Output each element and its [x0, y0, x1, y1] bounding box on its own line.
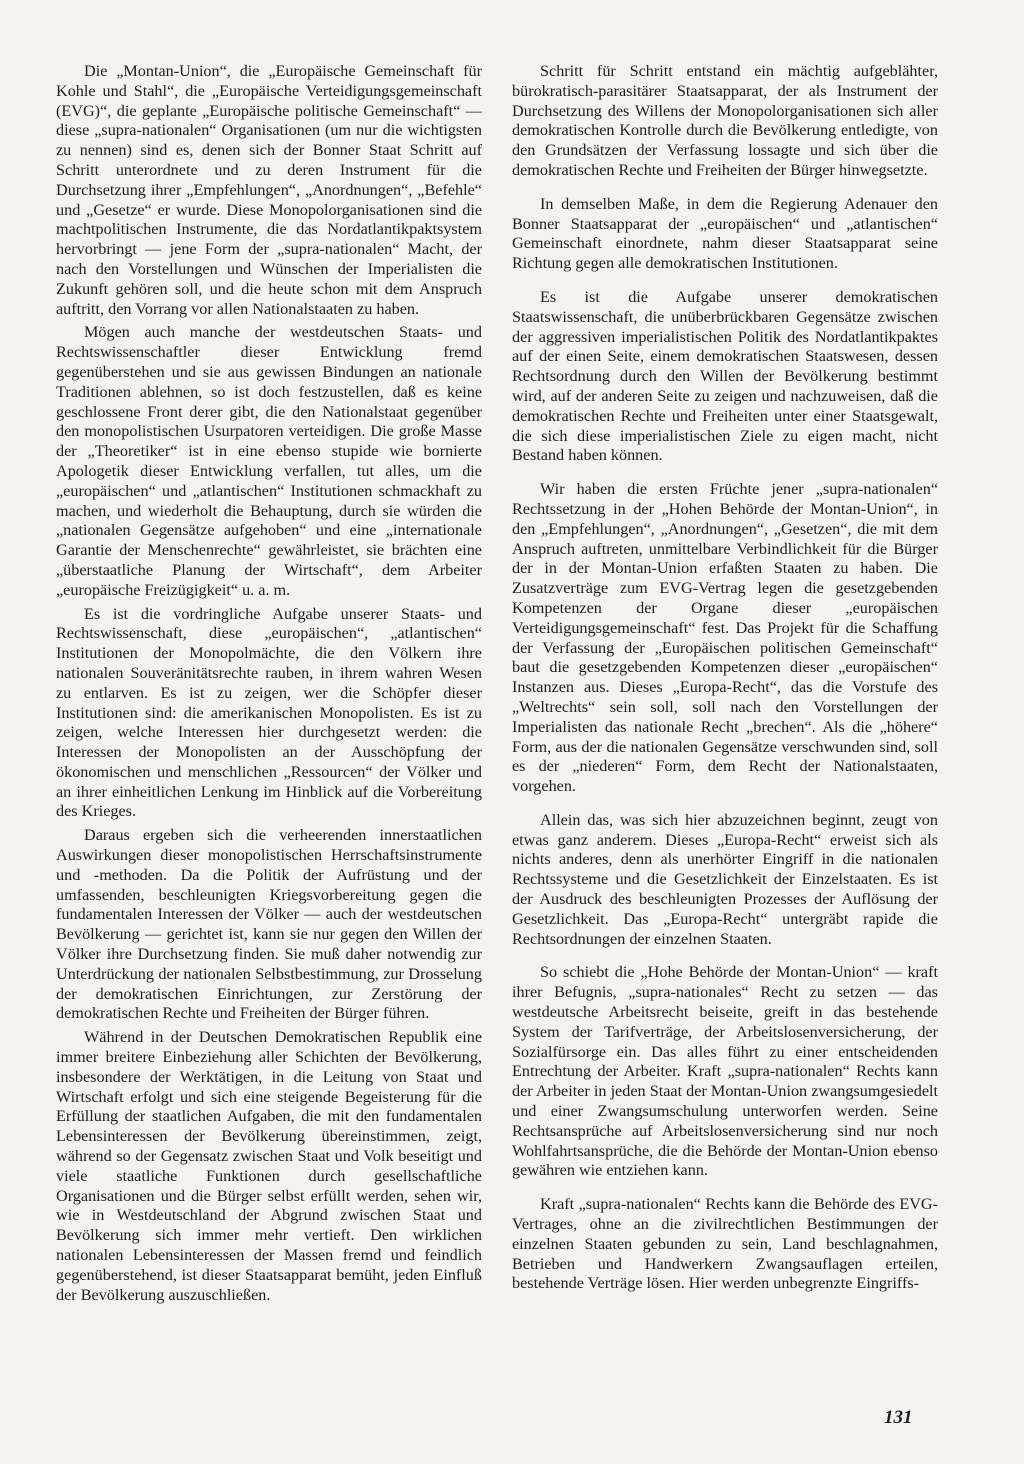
- paragraph: Während in der Deutschen Demokratischen Republik eine immer breitere Einbeziehung aller Schichten der Bevölkerung, insbesondere der Werktätigen, in die Leitung von Staat und Wirtschaft erfolgt und sich eine steigende Begeisterung für die Erfüllung der staatlichen Aufgaben, die mit den fundamentalen Lebensinteressen der Bevölkerung übereinstimmen, zeigt, während so der Gegensatz zwischen Staat und Volk beseitigt und viele staatliche Funktionen durch gesellschaftliche Organisationen und die Bürger selbst erfüllt werden, sehen wir, wie in Westdeutschland der Abgrund zwischen Staat und Bevölkerung sich immer mehr vertieft. Den wirklichen nationalen Lebensinteressen der Massen fremd und feindlich gegenüberstehend, ist dieser Staatsapparat bemüht, jeden Einfluß der Bevölkerung auszuschließen.: [56, 1028, 482, 1304]
- paragraph: Schritt für Schritt entstand ein mächtig aufgeblähter, bürokratisch-parasitärer Staatsapparat, der als Instrument der Durchsetzung des Willens der Monopolorganisationen sich aller demokratischen Kontrolle durch die Bevölkerung entledigte, von den Grundsätzen der Verfassung lossagte und sich über die demokratischen Rechte und Freiheiten der Bürger hinwegsetzte.: [512, 62, 938, 179]
- paragraph: Kraft „supra-nationalen“ Rechts kann die Behörde des EVG-Vertrages, ohne an die zivilrechtlichen Bestimmungen der einzelnen Staaten gebunden zu sein, Land beschlagnahmen, Betrieben und Handwerkern Zwangsauflagen erteilen, bestehende Verträge lösen. Hier werden unbegrenzte Eingriffs-: [512, 1195, 938, 1293]
- paragraph: Allein das, was sich hier abzuzeichnen beginnt, zeugt von etwas ganz anderem. Dieses „Europa-Recht“ erweist sich als nichts anderes, denn als unerhörter Eingriff in die nationalen Rechtssysteme und die Gesetzlichkeit der Einzelstaaten. Es ist der Ausdruck des beschleunigten Prozesses der Auflösung der Gesetzlichkeit. Das „Europa-Recht“ untergräbt rapide die Rechtsordnungen der einzelnen Staaten.: [512, 810, 938, 948]
- page-number: 131: [884, 1407, 913, 1428]
- paragraph: Mögen auch manche der westdeutschen Staats- und Rechtswissenschaftler dieser Entwicklung fremd gegenüberstehen und sie aus gewissen Bindungen an nationale Traditionen ablehnen, so ist doch festzustellen, daß es keine geschlossene Front derer gibt, die den Nationalstaat gegenüber den monopolistischen Usurpatoren verteidigen. Die große Masse der „Theoretiker“ ist in eine ebenso stupide wie bornierte Apologetik dieser Entwicklung verfallen, tut alles, um die „europäischen“ und „atlantischen“ Institutionen schmackhaft zu machen, und wiederholt die Behauptung, durch sie würden die „nationalen Gegensätze aufgehoben“ und eine „internationale Garantie der Menschenrechte“ gewährleistet, sie brächten eine „überstaatliche Planung der Wirtschaft“, dem Arbeiter „europäische Freizügigkeit“ u. a. m.: [56, 323, 482, 599]
- paragraph: Es ist die Aufgabe unserer demokratischen Staatswissenschaft, die unüberbrückbaren Gegensätze zwischen der aggressiven imperialistischen Politik des Nordatlantikpaktes auf der einen Seite, einem demokratischen Staatswesen, dessen Rechtsordnung durch den Willen der Bevölkerung bestimmt wird, auf der anderen Seite zu zeigen und nachzuweisen, daß die demokratischen Rechte und Freiheiten unter einer Staatsgewalt, die sich diese imperialistischen Ziele zu eigen macht, nicht Bestand haben können.: [512, 287, 938, 465]
- paragraph: Daraus ergeben sich die verheerenden innerstaatlichen Auswirkungen dieser monopolistischen Herrschaftsinstrumente und -methoden. Da die Politik der Aufrüstung und der umfassenden, beschleunigten Kriegsvorbereitung gegen die fundamentalen Interessen der Völker — auch der westdeutschen Bevölkerung — gerichtet ist, kann sie nur gegen den Willen der Völker ihre Durchsetzung finden. Sie muß daher notwendig zur Unterdrückung der nationalen Selbstbestimmung, zur Drosselung der demokratischen Einrichtungen, zur Zerstörung der demokratischen Rechte und Freiheiten der Bürger führen.: [56, 826, 482, 1023]
- left-text-column: [56, 62, 482, 1309]
- right-text-column: [512, 62, 938, 1308]
- paragraph: Die „Montan-Union“, die „Europäische Gemeinschaft für Kohle und Stahl“, die „Europäische Verteidigungsgemeinschaft (EVG)“, die geplante „Europäische politische Gemeinschaft“ — diese „supra-nationalen“ Organisationen (um nur die wichtigsten zu nennen) sind es, denen sich der Bonner Staat Schritt auf Schritt unterordnete und zu deren Instrument für die Durchsetzung ihrer „Empfehlungen“, „Anordnungen“, „Befehle“ und „Gesetze“ er wurde. Diese Monopolorganisationen sind die machtpolitischen Instrumente, die das Nordatlantikpaktsystem hervorbringt — jene Form der „supra-nationalen“ Macht, der nach den Vorstellungen und Wünschen der Imperialisten die Zukunft gehören soll, und die heute schon mit dem Anspruch auftritt, den Vorrang vor allen Nationalstaaten zu haben.: [56, 62, 482, 318]
- paragraph: Wir haben die ersten Früchte jener „supra-nationalen“ Rechtssetzung in der „Hohen Behörde der Montan-Union“, in den „Empfehlungen“, „Anordnungen“, „Gesetzen“, die mit dem Anspruch auftreten, unmittelbare Verbindlichkeit für die Bürger der in der Montan-Union erfaßten Staaten zu haben. Die Zusatzverträge zum EVG-Vertrag legen die gesetzgebenden Kompetenzen der Organe dieser „europäischen Verteidigungsgemeinschaft“ fest. Das Projekt für die Schaffung der Verfassung der „Europäischen politischen Gemeinschaft“ baut die gesetzgebenden Kompetenzen dieser „europäischen“ Instanzen aus. Dieses „Europa-Recht“, das die Vorstufe des „Weltrechts“ sein soll, soll nach den Vorstellungen der Imperialisten das nationale Recht „brechen“. Als die „höhere“ Form, aus der die nationalen Gegensätze verschwunden sind, soll es der „niederen“ Form, dem Recht der Nationalstaaten, vorgehen.: [512, 480, 938, 796]
- paragraph: So schiebt die „Hohe Behörde der Montan-Union“ — kraft ihrer Befugnis, „supra-nationales“ Recht zu setzen — das westdeutsche Arbeitsrecht beiseite, greift in das bestehende System der Tarifverträge, der Arbeitslosenversicherung, der Sozialfürsorge ein. Das alles führt zu einer entscheidenden Entrechtung der Arbeiter. Kraft „supra-nationalen“ Rechts kann der Arbeiter in jeden Staat der Montan-Union zwangsumgesiedelt und einer Zwangsumschulung unterworfen werden. Seine Rechtsansprüche auf Arbeitslosenversicherung sind nur noch Wohlfahrtsansprüche, die die Behörde der Montan-Union ebenso gewähren wie entziehen kann.: [512, 963, 938, 1180]
- paragraph: Es ist die vordringliche Aufgabe unserer Staats- und Rechtswissenschaft, diese „europäischen“, „atlantischen“ Institutionen der Monopolmächte, die den Völkern ihre nationalen Souveränitätsrechte rauben, in ihrem wahren Wesen zu entlarven. Es ist zu zeigen, wer die Schöpfer dieser Institutionen sind: die amerikanischen Monopolisten. Es ist zu zeigen, welche Interessen hier durchgesetzt werden: die Interessen der Monopolisten an der Ausschöpfung der ökonomischen und menschlichen „Ressourcen“ der Völker und an ihrer einheitlichen Lenkung im Hinblick auf die Vorbereitung des Krieges.: [56, 604, 482, 821]
- paragraph: In demselben Maße, in dem die Regierung Adenauer den Bonner Staatsapparat der „europäischen“ und „atlantischen“ Gemeinschaft einordnete, nahm dieser Staatsapparat seine Richtung gegen alle demokratischen Institutionen.: [512, 194, 938, 273]
